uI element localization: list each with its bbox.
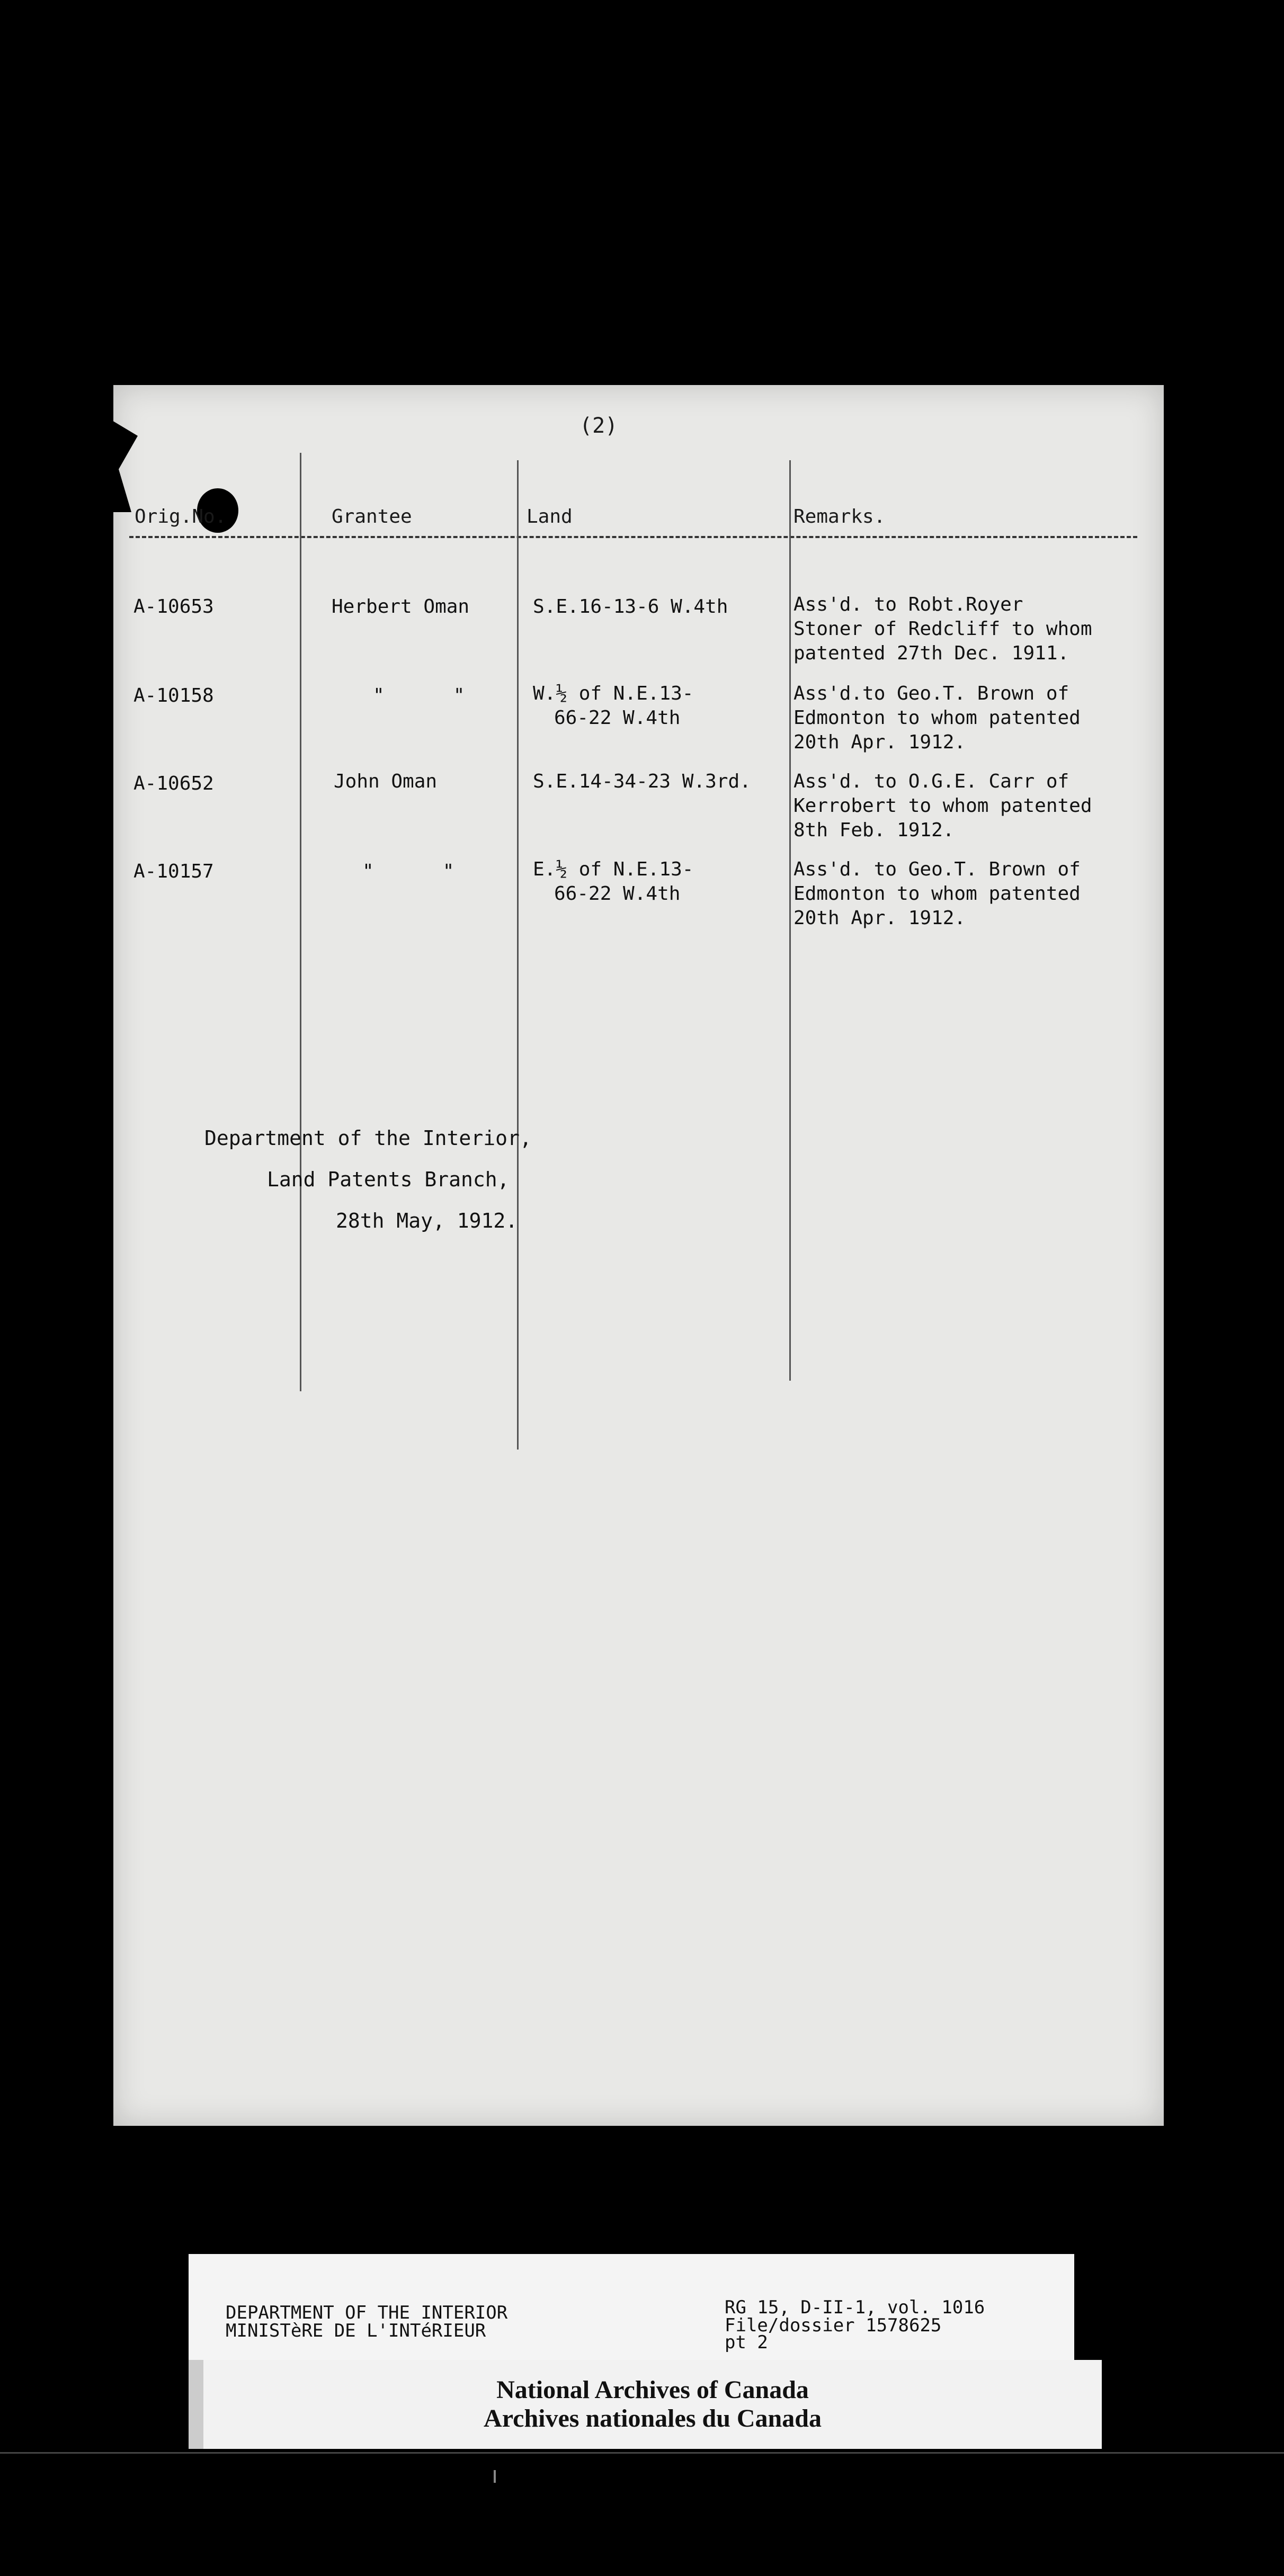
archive-reference-label <box>189 2254 1074 2360</box>
dept-name-en: DEPARTMENT OF THE INTERIOR <box>226 2302 508 2323</box>
header-divider <box>129 536 1137 538</box>
row-land-line: E.½ of N.E.13- <box>533 858 694 880</box>
archive-file: File/dossier 1578625 <box>725 2315 942 2336</box>
signature-line: Land Patents Branch, <box>267 1168 510 1191</box>
row-number: A-10158 <box>133 685 214 706</box>
row-remarks-line: Ass'd. to Robt.Royer <box>793 594 1023 615</box>
column-divider <box>300 453 301 1391</box>
row-number: A-10157 <box>133 861 214 882</box>
signature-line: 28th May, 1912. <box>336 1209 518 1232</box>
dept-name-fr: MINISTèRE DE L'INTéRIEUR <box>226 2320 486 2341</box>
archive-reference: RG 15, D-II-1, vol. 1016 <box>725 2297 985 2318</box>
row-remarks-line: Ass'd.to Geo.T. Brown of <box>793 683 1069 704</box>
signature-line: Department of the Interior, <box>204 1126 532 1150</box>
scan-edge-line <box>0 2452 1284 2454</box>
row-remarks-line: Stoner of Redcliff to whom <box>793 618 1092 640</box>
row-land-line: W.½ of N.E.13- <box>533 683 694 704</box>
row-grantee: " " <box>362 861 454 882</box>
row-grantee: John Oman <box>334 771 438 792</box>
archives-stamp <box>189 2360 1102 2449</box>
header-land: Land <box>527 506 573 527</box>
row-remarks-line: Ass'd. to O.G.E. Carr of <box>793 771 1069 792</box>
row-number: A-10652 <box>133 773 214 794</box>
row-grantee: " " <box>373 685 465 706</box>
page-number: (2) <box>579 414 618 438</box>
header-remarks: Remarks. <box>793 506 886 527</box>
row-remarks-line: Ass'd. to Geo.T. Brown of <box>793 858 1081 880</box>
document-page <box>113 385 1164 2126</box>
torn-corner <box>106 417 138 512</box>
row-remarks-line: Kerrobert to whom patented <box>793 795 1092 817</box>
header-orig-no: Orig.No. <box>135 506 227 527</box>
column-divider <box>789 460 791 1381</box>
row-number: A-10653 <box>133 596 214 618</box>
row-land-line: 66-22 W.4th <box>554 883 681 905</box>
row-remarks-line: 20th Apr. 1912. <box>793 907 966 929</box>
row-land-line: 66-22 W.4th <box>554 707 681 729</box>
row-remarks-line: patented 27th Dec. 1911. <box>793 642 1069 664</box>
archives-name-fr: Archives nationales du Canada <box>484 2404 822 2432</box>
column-divider <box>517 460 519 1450</box>
row-remarks-line: Edmonton to whom patented <box>793 883 1081 905</box>
row-grantee: Herbert Oman <box>332 596 470 618</box>
scan-mark <box>494 2470 496 2483</box>
row-remarks-line: 8th Feb. 1912. <box>793 819 955 841</box>
archives-name-en: National Archives of Canada <box>496 2376 809 2404</box>
row-remarks-line: Edmonton to whom patented <box>793 707 1081 729</box>
archive-part: pt 2 <box>725 2332 768 2353</box>
row-land-line: S.E.16-13-6 W.4th <box>533 596 728 618</box>
row-land-line: S.E.14-34-23 W.3rd. <box>533 771 751 792</box>
header-grantee: Grantee <box>332 506 412 527</box>
row-remarks-line: 20th Apr. 1912. <box>793 731 966 753</box>
